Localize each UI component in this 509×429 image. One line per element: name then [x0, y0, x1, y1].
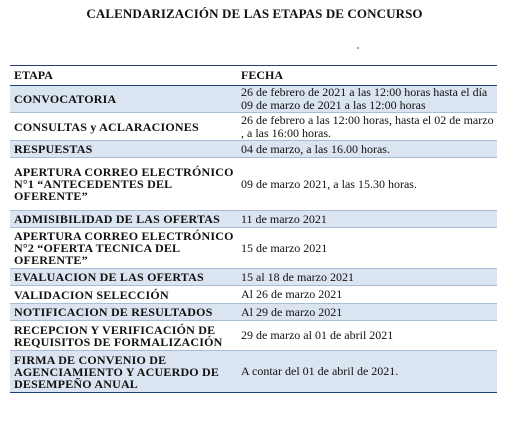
- header-row: [10, 66, 497, 86]
- etapa-cell: RECEPCION Y VERIFICACIÓN DE REQUISITOS DE FORMALIZACIÓN: [14, 322, 223, 349]
- fecha-cell: 26 de febrero de 2021 a las 12:00 horas hasta el día 09 de marzo de 2021 a las 12:00 horas: [241, 85, 488, 112]
- table-row: [10, 211, 497, 228]
- etapa-cell: APERTURA CORREO ELECTRÓNICO N°2 “OFERTA TECNICA DEL OFERENTE”: [14, 229, 234, 267]
- table-row: [10, 351, 497, 393]
- fecha-cell: 09 de marzo 2021, a las 15.30 horas.: [241, 176, 417, 191]
- fecha-cell: 04 de marzo, a las 16.00 horas.: [241, 141, 390, 156]
- column-header-etapa: ETAPA: [14, 68, 53, 82]
- table-row: [10, 286, 497, 304]
- table-row: [10, 113, 497, 141]
- etapa-cell: APERTURA CORREO ELECTRÓNICO N°1 “ANTECEDENTES DEL OFERENTE”: [14, 165, 234, 203]
- document-title: CALENDARIZACIÓN DE LAS ETAPAS DE CONCURSO: [86, 6, 423, 21]
- etapa-cell: EVALUACION DE LAS OFERTAS: [14, 270, 204, 284]
- table-row: [10, 86, 497, 113]
- schedule-table: [10, 65, 497, 393]
- fecha-cell: A contar del 01 de abril de 2021.: [241, 364, 399, 378]
- etapa-cell: VALIDACION SELECCIÓN: [14, 287, 169, 302]
- etapa-cell: FIRMA DE CONVENIO DE AGENCIAMIENTO Y ACUERDO DE DESEMPEÑO ANUAL: [14, 352, 220, 391]
- table-row: [10, 321, 497, 351]
- fecha-cell: 29 de marzo al 01 de abril 2021: [241, 328, 394, 342]
- etapa-cell: RESPUESTAS: [14, 142, 93, 156]
- fecha-cell: 11 de marzo 2021: [241, 211, 327, 226]
- fecha-cell: 26 de febrero a las 12:00 horas, hasta el 02 de marzo , a las 16:00 horas.: [241, 112, 494, 140]
- etapa-cell: CONSULTAS y ACLARACIONES: [14, 119, 199, 134]
- table-row: [10, 228, 497, 269]
- table-row: [10, 158, 497, 211]
- fecha-cell: Al 26 de marzo 2021: [241, 287, 343, 301]
- stray-dot: [357, 47, 359, 49]
- etapa-cell: NOTIFICACION DE RESULTADOS: [14, 305, 213, 319]
- column-header-fecha: FECHA: [241, 68, 283, 82]
- fecha-cell: 15 al 18 de marzo 2021: [241, 269, 354, 284]
- table-row: [10, 269, 497, 286]
- etapa-cell: ADMISIBILIDAD DE LAS OFERTAS: [14, 212, 220, 226]
- fecha-cell: Al 29 de marzo 2021: [241, 304, 343, 319]
- fecha-cell: 15 de marzo 2021: [241, 240, 328, 255]
- table-row: [10, 304, 497, 321]
- etapa-cell: CONVOCATORIA: [14, 92, 117, 106]
- table-row: [10, 141, 497, 158]
